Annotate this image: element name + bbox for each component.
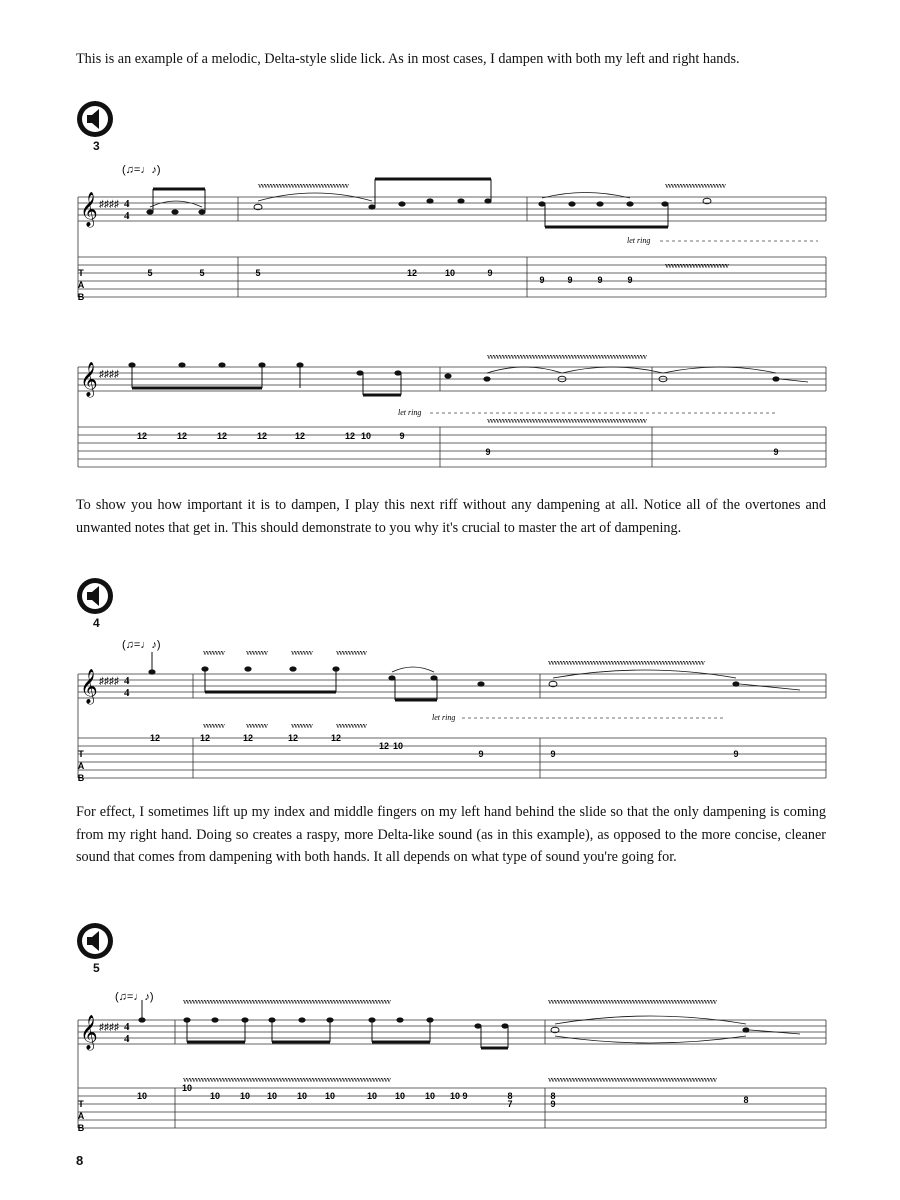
- svg-text:vvvvvvvvvvvvvvvvvvvvvvvvvvvvvv: vvvvvvvvvvvvvvvvvvvvvvvvvvvvvv: [258, 181, 348, 190]
- svg-text:vvvvvvvvvvvvvvvvvvvvvvvvvvvvvv: vvvvvvvvvvvvvvvvvvvvvvvvvvvvvvvvvvvvvvvvvvvvvvvvvvvvvvvvvvvvvvvvvvvvv: [183, 997, 390, 1006]
- svg-text:4: 4: [124, 675, 130, 687]
- svg-text:10: 10: [266, 1091, 278, 1101]
- svg-text:10: 10: [392, 741, 404, 751]
- svg-text:9: 9: [550, 749, 556, 759]
- svg-text:vvvvvvv: vvvvvvv: [246, 648, 267, 657]
- svg-text:vvvvvvv: vvvvvvv: [203, 721, 224, 730]
- svg-text:4: 4: [124, 687, 130, 699]
- svg-text:10: 10: [296, 1091, 308, 1101]
- svg-text:vvvvvvvvvvvvvvvvvvvv: vvvvvvvvvvvvvvvvvvvv: [665, 181, 725, 190]
- svg-text:𝄞: 𝄞: [80, 363, 98, 396]
- svg-text:vvvvvvvvvvvvvvvvvvvvvvvvvvvvvv: vvvvvvvvvvvvvvvvvvvvvvvvvvvvvvvvvvvvvvvvvvvvvvvvvvvvvvvv: [548, 1075, 716, 1084]
- svg-text:9: 9: [733, 749, 739, 759]
- svg-text:9: 9: [478, 749, 484, 759]
- svg-text:vvvvvvvvvv: vvvvvvvvvv: [336, 721, 366, 730]
- svg-text:10: 10: [444, 268, 456, 278]
- svg-text:12: 12: [330, 733, 342, 743]
- svg-text:9: 9: [550, 1099, 556, 1109]
- svg-text:12: 12: [287, 733, 299, 743]
- svg-text:5: 5: [255, 268, 261, 278]
- svg-text:T: T: [78, 749, 84, 759]
- svg-text:12: 12: [216, 431, 228, 441]
- svg-text:10: 10: [209, 1091, 221, 1101]
- svg-text:9: 9: [399, 431, 405, 441]
- paragraph-dampening: To show you how important it is to dampen, I play this next riff without any dampening at all. Notice all of the overtones and unwanted notes that get in. This should demonstrate to you why it's crucial to master the art of dampening.: [76, 497, 826, 536]
- svg-text:8: 8: [550, 1091, 556, 1101]
- svg-text:10: 10: [136, 1091, 148, 1101]
- svg-text:vvvvvvvvvvvvvvvvvvvvvvvvvvvvvv: vvvvvvvvvvvvvvvvvvvvvvvvvvvvvvvvvvvvvvvvvvvvvvvvvvvv: [548, 658, 704, 667]
- svg-text:9: 9: [539, 275, 545, 285]
- svg-text:4: 4: [124, 1021, 130, 1033]
- svg-text:let ring: let ring: [627, 236, 651, 245]
- svg-text:10: 10: [324, 1091, 336, 1101]
- svg-text:♯♯♯♯: ♯♯♯♯: [99, 199, 119, 210]
- svg-text:vvvvvvvvvvvvvvvvvvvvvvvvvvvvvv: vvvvvvvvvvvvvvvvvvvvvvvvvvvvvvvvvvvvvvvvvvvvvvvvvvvvv: [487, 416, 646, 425]
- svg-text:5: 5: [147, 268, 153, 278]
- svg-text:5: 5: [199, 268, 205, 278]
- svg-text:10: 10: [360, 431, 372, 441]
- svg-text:4: 4: [124, 198, 130, 210]
- svg-text:vvvvvvvvvv: vvvvvvvvvv: [336, 648, 366, 657]
- svg-text:4: 4: [124, 210, 130, 222]
- svg-text:12: 12: [242, 733, 254, 743]
- svg-text:let ring: let ring: [398, 408, 422, 417]
- svg-text:9: 9: [485, 447, 491, 457]
- svg-text:8: 8: [743, 1095, 749, 1105]
- svg-text:♯♯♯♯: ♯♯♯♯: [99, 369, 119, 380]
- svg-text:A: A: [77, 761, 85, 771]
- notation-example-3-row-1: [0, 155, 900, 315]
- svg-text:10: 10: [181, 1083, 193, 1093]
- svg-text:7: 7: [507, 1099, 513, 1109]
- svg-text:𝄞: 𝄞: [80, 670, 98, 703]
- svg-text:vvvvvvv: vvvvvvv: [203, 648, 224, 657]
- svg-text:12: 12: [406, 268, 418, 278]
- svg-text:vvvvvvvvvvvvvvvvvvvvv: vvvvvvvvvvvvvvvvvvvvv: [665, 261, 728, 270]
- treble-clef-icon: 𝄞: [80, 193, 98, 226]
- svg-text:12: 12: [294, 431, 306, 441]
- svg-text:12: 12: [344, 431, 356, 441]
- svg-text:9: 9: [773, 447, 779, 457]
- svg-text:9: 9: [487, 268, 493, 278]
- svg-text:B: B: [77, 1123, 85, 1133]
- paragraph-effect: For effect, I sometimes lift up my index and middle fingers on my left hand behind the slide so that the only dampening is coming from my right hand. Doing so creates a raspy, more Delta-like sound (as in this example), as opposed to the more concise, cleaner sound that comes from dampening with both hands. It all depends on what type of sound you're going for.: [76, 804, 826, 865]
- svg-text:9: 9: [627, 275, 633, 285]
- swing-marking: (♫=♩♪): [122, 164, 161, 176]
- svg-text:A: A: [77, 1111, 85, 1121]
- svg-text:𝄞: 𝄞: [80, 1016, 98, 1049]
- audio-speaker-icon[interactable]: [76, 922, 114, 960]
- svg-text:10: 10: [366, 1091, 378, 1101]
- svg-text:♯♯♯♯: ♯♯♯♯: [99, 676, 119, 687]
- svg-text:12: 12: [256, 431, 268, 441]
- svg-text:12: 12: [176, 431, 188, 441]
- svg-text:(♫=♩♪): (♫=♩♪): [115, 991, 154, 1003]
- svg-text:12: 12: [378, 741, 390, 751]
- example-number: 3: [93, 139, 100, 153]
- audio-speaker-icon[interactable]: [76, 100, 114, 138]
- svg-text:10: 10: [394, 1091, 406, 1101]
- svg-text:12: 12: [136, 431, 148, 441]
- example-number: 5: [93, 961, 100, 975]
- svg-text:A: A: [77, 280, 85, 290]
- svg-text:vvvvvvvvvvvvvvvvvvvvvvvvvvvvvv: vvvvvvvvvvvvvvvvvvvvvvvvvvvvvvvvvvvvvvvvvvvvvvvvvvvvvvvvvvvvvvvvvvvvv: [183, 1075, 390, 1084]
- svg-text:4: 4: [124, 1033, 130, 1045]
- paragraph-intro: This is an example of a melodic, Delta-style slide lick. As in most cases, I dampen with both my left and right hands.: [76, 51, 740, 67]
- svg-text:B: B: [77, 292, 85, 302]
- notation-example-5: [0, 978, 900, 1143]
- svg-text:9: 9: [597, 275, 603, 285]
- svg-text:12: 12: [199, 733, 211, 743]
- svg-text:8: 8: [507, 1091, 513, 1101]
- svg-text:10: 10: [449, 1091, 461, 1101]
- svg-text:vvvvvvvvvvvvvvvvvvvvvvvvvvvvvv: vvvvvvvvvvvvvvvvvvvvvvvvvvvvvvvvvvvvvvvvvvvvvvvvvvvvv: [487, 352, 646, 361]
- svg-text:T: T: [78, 268, 84, 278]
- svg-text:♯♯♯♯: ♯♯♯♯: [99, 1022, 119, 1033]
- audio-speaker-icon[interactable]: [76, 577, 114, 615]
- svg-text:vvvvvvv: vvvvvvv: [291, 648, 312, 657]
- svg-text:9: 9: [567, 275, 573, 285]
- svg-text:vvvvvvv: vvvvvvv: [246, 721, 267, 730]
- page-number: 8: [76, 1153, 84, 1168]
- svg-text:(♫=♩♪): (♫=♩♪): [122, 639, 161, 651]
- svg-text:9: 9: [462, 1091, 468, 1101]
- svg-text:B: B: [77, 773, 85, 783]
- svg-text:12: 12: [149, 733, 161, 743]
- svg-text:vvvvvvvvvvvvvvvvvvvvvvvvvvvvvv: vvvvvvvvvvvvvvvvvvvvvvvvvvvvvvvvvvvvvvvvvvvvvvvvvvvvvvvv: [548, 997, 716, 1006]
- notation-example-4: [0, 632, 900, 792]
- svg-text:10: 10: [239, 1091, 251, 1101]
- notation-example-3-row-2: [0, 335, 900, 485]
- example-number: 4: [93, 616, 100, 630]
- svg-text:let ring: let ring: [432, 713, 456, 722]
- svg-text:10: 10: [424, 1091, 436, 1101]
- svg-text:vvvvvvv: vvvvvvv: [291, 721, 312, 730]
- svg-text:T: T: [78, 1099, 84, 1109]
